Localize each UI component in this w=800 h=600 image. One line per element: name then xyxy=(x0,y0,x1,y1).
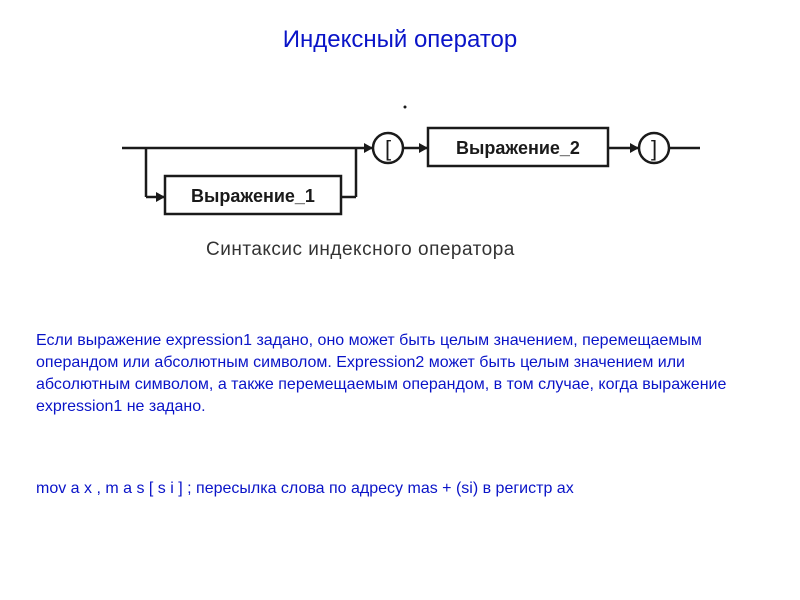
expression2-label: Выражение_2 xyxy=(456,138,580,158)
code-example: mov a x , m a s [ s i ] ; пересылка слова по адресу mas + (si) в регистр ax xyxy=(36,480,574,497)
slide-title: Индексный оператор xyxy=(282,26,518,53)
open-bracket-label: [ xyxy=(384,136,392,161)
stray-dot xyxy=(404,106,407,109)
close-bracket-label: ] xyxy=(650,136,658,161)
description-text: Если выражение expression1 задано, оно может быть целым значением, перемещаемым операндом или абсолютным символом. Expression2 может быть целым значением или абсолютным символом, а также перемещаемым операндом, в том случае, когда выражение expression1 не задано. xyxy=(36,332,727,415)
arrow-into-open-bracket xyxy=(364,143,373,153)
expression1-label: Выражение_1 xyxy=(191,186,315,206)
arrow-into-expression2 xyxy=(419,143,428,153)
arrow-into-close-bracket xyxy=(630,143,639,153)
arrow-into-expression1 xyxy=(156,192,165,202)
diagram-caption: Синтаксис индексного оператора xyxy=(206,239,515,260)
description-paragraph xyxy=(36,330,776,418)
